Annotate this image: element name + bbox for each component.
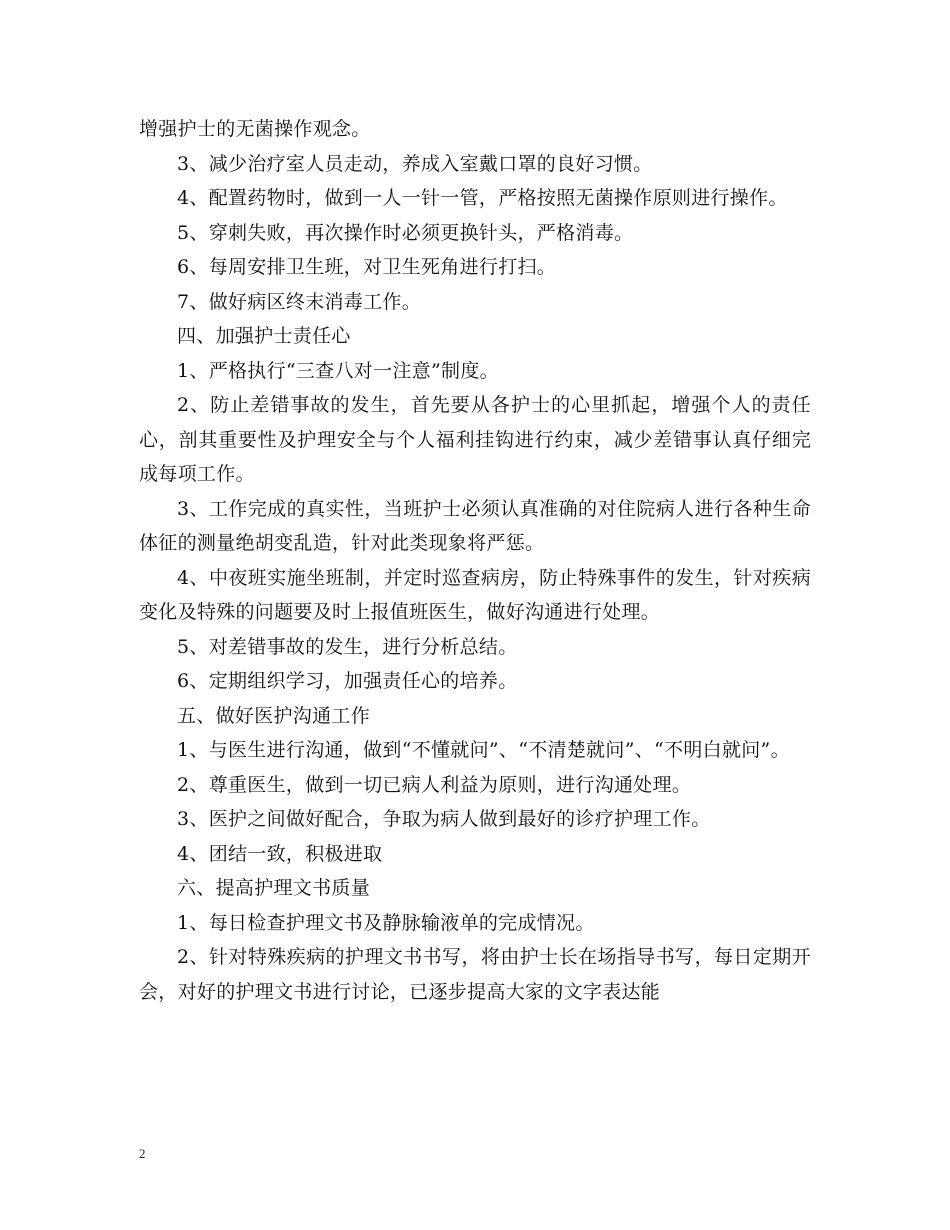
paragraph: 1、与医生进行沟通，做到“不懂就问”、“不清楚就问”、“不明白就问”。	[177, 739, 790, 761]
paragraph: 四、加强护士责任心	[177, 325, 351, 347]
paragraph: 4、配置药物时，做到一人一针一管，严格按照无菌操作原则进行操作。	[177, 187, 788, 209]
document-body	[139, 112, 811, 1009]
paragraph: 5、穿刺失败，再次操作时必须更换针头，严格消毒。	[177, 221, 634, 244]
paragraph: 2、防止差错事故的发生，首先要从各护士的心里抓起，增强个人的责任心，剖其重要性及护理安全与个人福利挂钩进行约束，减少差错事认真仔细完成每项工作。	[139, 394, 811, 485]
paragraph: 增强护士的无菌操作观念。	[139, 118, 371, 140]
paragraph: 3、医护之间做好配合，争取为病人做到最好的诊疗护理工作。	[177, 808, 711, 830]
paragraph: 6、定期组织学习，加强责任心的培养。	[177, 670, 518, 692]
page-number: 2	[139, 1146, 146, 1161]
paragraph: 1、严格执行“三查八对一注意”制度。	[177, 359, 499, 382]
paragraph: 五、做好医护沟通工作	[177, 704, 371, 727]
paragraph: 6、每周安排卫生班，对卫生死角进行打扫。	[177, 256, 557, 278]
paragraph: 1、每日检查护理文书及静脉输液单的完成情况。	[177, 911, 595, 934]
paragraph: 2、针对特殊疾病的护理文书书写，将由护士长在场指导书写，每日定期开会，对好的护理文书进行讨论，已逐步提高大家的文字表达能	[139, 946, 811, 1003]
paragraph: 4、中夜班实施坐班制，并定时巡查病房，防止特殊事件的发生，针对疾病变化及特殊的问题要及时上报值班医生，做好沟通进行处理。	[139, 566, 811, 623]
paragraph: 六、提高护理文书质量	[177, 877, 371, 899]
paragraph: 3、工作完成的真实性，当班护士必须认真准确的对住院病人进行各种生命体征的测量绝胡变乱造，针对此类现象将严惩。	[139, 497, 811, 554]
paragraph: 4、团结一致，积极进取	[177, 842, 383, 865]
paragraph: 5、对差错事故的发生，进行分析总结。	[177, 635, 518, 658]
paragraph: 3、减少治疗室人员走动，养成入室戴口罩的良好习惯。	[177, 152, 653, 175]
paragraph: 2、尊重医生，做到一切已病人利益为原则，进行沟通处理。	[177, 773, 692, 796]
paragraph: 7、做好病区终末消毒工作。	[177, 290, 421, 313]
